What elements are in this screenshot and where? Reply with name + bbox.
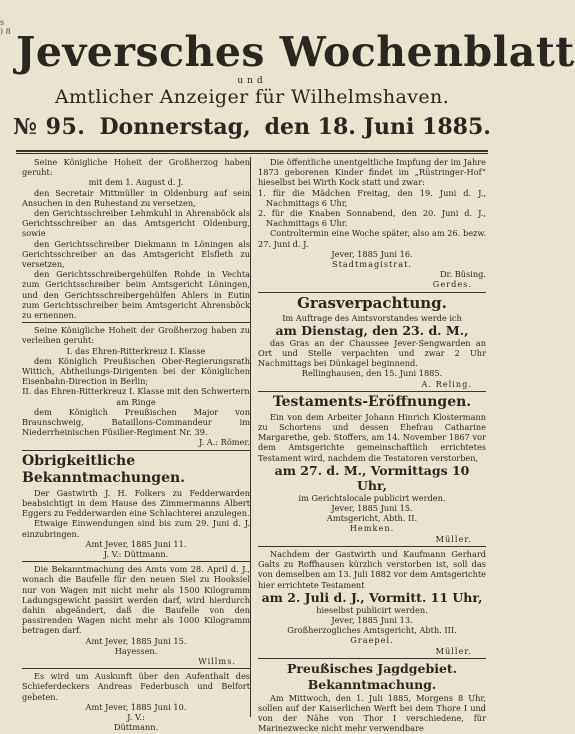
- notice-authority: Amtsgericht, Abth. II.: [326, 513, 418, 524]
- newspaper-title: Jeversches Wochenblatt: [16, 28, 575, 76]
- notice-paragraph: 1. für die Mädchen Freitag, den 19. Juni d. J., Nachmittags 6 Uhr,: [258, 187, 486, 208]
- notice-paragraph: Im Auftrage des Amtsvorstandes werde ich: [282, 312, 462, 323]
- notice-paragraph: das Gras an der Chaussee Jever-Sengwarden an Ort und Stelle verpachten und zwar 2 Uhr Nachmittags bei Dünkagel beginnend.: [258, 337, 486, 369]
- notice-signature: Dr. Büsing.: [439, 269, 486, 280]
- newspaper-subtitle: Amtlicher Anzeiger für Wilhelmshaven.: [54, 86, 450, 108]
- section-rule: [258, 546, 486, 547]
- notice-paragraph: Es wird um Auskunft über den Aufenthalt des Schieferdeckers Andreas Federbusch und Belfort gebeten.: [22, 671, 250, 702]
- notice-place-date: Jever, 1885 Juni 15.: [331, 503, 413, 514]
- notice-authority: Stadtmagistrat.: [332, 259, 412, 270]
- title-conjunction: und: [237, 76, 267, 86]
- notice-paragraph: Etwaige Einwendungen sind bis zum 29. Juni d. J. einzubringen.: [22, 518, 250, 539]
- notice-paragraph: den Gerichtsschreibergehülfen Rohde in Vechta zum Gerichtsschreiber beim Amtsgericht Löningen, und den Gerichtsschreibergehülfen Ahlers in Eutin zum Gerichtsschreiber beim Amtsgericht Ahrensböck zu ernennen.: [22, 269, 250, 321]
- notice-paragraph: Die Bekanntmachung des Amts vom 28. April d. J., wonach die Baufelle für den neuen Siel zu Hooksiel nur von Wagen mit nicht mehr als 1500 Kilogramm Ladungsgewicht passirt werden darf, wird hierdurch dahin abgeändert, daß die Baufelle von den passirenden Wagen nicht mehr als 1000 Kilogramm betragen darf.: [22, 564, 250, 636]
- notice-place-date: Jever, 1885 Juni 16.: [331, 248, 413, 259]
- notice-paragraph: dem Königlich Preußischen Ober-Regierungsrath Wittich, Abtheilungs-Dirigenten bei der Königlichen Eisenbahn-Direction in Berlin;: [22, 355, 250, 387]
- left-column: [22, 157, 250, 733]
- notice-place-date: Amt Jever, 1885 Juni 15.: [85, 635, 187, 646]
- notice-signature: Willms.: [198, 655, 236, 666]
- notice-paragraph: mit dem 1. August d. J.: [88, 177, 184, 188]
- edge-mark: s ) 8: [0, 18, 11, 36]
- section-heading: Preußisches Jagdgebiet.: [286, 660, 458, 676]
- notice-paragraph: den Gerichtsschreiber Diekmann in Löningen als Gerichtsschreiber an das Amtsgericht Elsfleth zu versetzen,: [22, 238, 250, 270]
- notice-signature: Müller.: [435, 533, 472, 544]
- notice-paragraph: Am Mittwoch, den 1. Juli 1885, Morgens 8 Uhr, sollen auf der Kaiserlichen Werft bei dem Thore I und von der Nähe von Thor I verschiedene, für Marinezwecke nicht mehr verwendbare: [258, 692, 486, 734]
- notice-signature: Müller.: [435, 645, 472, 656]
- column-divider: [250, 157, 251, 717]
- notice-signature: Gerdes.: [432, 279, 472, 290]
- notice-paragraph: Der Gastwirth J. H. Folkers zu Fedderwarden beabsichtigt in dem Hause des Zimmermanns Albert Eggers zu Fedderwarden eine Schlachterei anzulegen.: [22, 487, 250, 519]
- notice-paragraph: 2. für die Knaben Sonnabend, den 20. Juni d. J., Nachmittags 6 Uhr.: [258, 208, 486, 229]
- issue-number: № 95.: [13, 114, 86, 140]
- notice-paragraph: im Gerichtslocale publicirt werden.: [298, 492, 446, 503]
- section-subheading: Bekanntmachung.: [307, 676, 437, 692]
- notice-signature: Hayessen.: [114, 645, 158, 656]
- notice-paragraph: II. das Ehren-Ritterkreuz I. Klasse mit den Schwertern am Ringe: [22, 386, 250, 407]
- notice-signature: Düttmann.: [113, 722, 159, 733]
- notice-highlight: am Dienstag, den 23. d. M.,: [275, 322, 469, 338]
- notice-paragraph: Controltermin eine Woche später, also am 26. bezw. 27. Juni d. J.: [258, 228, 486, 249]
- notice-paragraph: hieselbst publicirt werden.: [316, 604, 428, 615]
- masthead-rule-thick: [16, 150, 488, 152]
- section-rule: [22, 561, 250, 562]
- masthead: [13, 0, 575, 142]
- notice-highlight: am 2. Juli d. J., Vormitt. 11 Uhr,: [261, 589, 483, 605]
- issue-date: den 18. Juni 1885.: [264, 114, 491, 140]
- issue-weekday: Donnerstag,: [99, 114, 251, 140]
- notice-signature: A. Reling.: [421, 378, 472, 389]
- notice-paragraph: Seine Königliche Hoheit der Großherzog haben zu verleihen geruht:: [22, 325, 250, 346]
- section-rule: [258, 292, 486, 293]
- right-column: [258, 157, 486, 734]
- notice-signature: J. A.: Römer.: [198, 437, 250, 448]
- notice-paragraph: Nachdem der Gastwirth und Kaufmann Gerhard Galts zu Roffhausen kürzlich verstorben ist, soll das von demselben am 13. Juli 1882 vor dem Amtsgerichte hier errichtete Testament: [258, 548, 486, 590]
- notice-paragraph: den Secretair Mittmüller in Oldenburg auf sein Ansuchen in den Ruhestand zu versetzen,: [22, 187, 250, 208]
- notice-paragraph: Die öffentliche unentgeltliche Impfung der im Jahre 1873 geborenen Kinder findet im „Rüstringer-Hof“ hieselbst bei Wirth Kock statt und zwar:: [258, 157, 486, 188]
- notice-highlight: am 27. d. M., Vormittags 10 Uhr,: [274, 462, 470, 493]
- notice-place-date: Rellinghausen, den 15. Juni 1885.: [301, 368, 443, 379]
- notice-authority: Großherzogliches Amtsgericht, Abth. III.: [287, 625, 457, 636]
- section-heading: Obrigkeitliche Bekanntmachungen.: [22, 452, 186, 486]
- section-rule: [258, 658, 486, 659]
- notice-place-date: Amt Jever, 1885 Juni 11.: [85, 538, 187, 549]
- notice-paragraph: I. das Ehren-Ritterkreuz I. Klasse: [66, 345, 206, 356]
- notice-paragraph: dem Königlich Preußischen Major von Braunschweig, Bataillons-Commandeur im Niederrheinischen Füsilier-Regiment Nr. 39.: [22, 406, 250, 438]
- notice-paragraph: den Gerichtsschreiber Lehmkuhl in Ahrensböck als Gerichtsschreiber an das Amtsgericht Oldenburg, sowie: [22, 208, 250, 239]
- notice-paragraph: Seine Königliche Hoheit der Großherzog haben geruht:: [22, 157, 250, 178]
- section-rule: [258, 391, 486, 392]
- notice-place-date: Jever, 1885 Juni 13.: [331, 614, 413, 625]
- notice-signature: J. V.:: [127, 711, 145, 722]
- masthead-rule-thin: [16, 153, 488, 154]
- notice-signature: Graepel.: [350, 635, 394, 646]
- issue-dateline: [13, 112, 491, 142]
- section-heading: Grasverpachtung.: [297, 293, 447, 312]
- section-rule: [22, 668, 250, 669]
- notice-place-date: Amt Jever, 1885 Juni 10.: [85, 701, 187, 712]
- notice-signature: Hemken.: [349, 523, 395, 534]
- notice-paragraph: Ein von dem Arbeiter Johann Hinrich Klostermann zu Schortens und dessen Ehefrau Catharine Margarethe, geb. Stoffers, am 14. November 1867 vor dem Amtsgerichte gemeinschaftlich errichtetes Testament wird, nachdem die Testatoren verstorben,: [258, 411, 486, 463]
- section-heading: Testaments-Eröffnungen.: [272, 393, 472, 410]
- section-rule: [22, 322, 250, 323]
- section-rule: [22, 450, 250, 451]
- notice-signature: J. V.: Düttmann.: [103, 548, 169, 559]
